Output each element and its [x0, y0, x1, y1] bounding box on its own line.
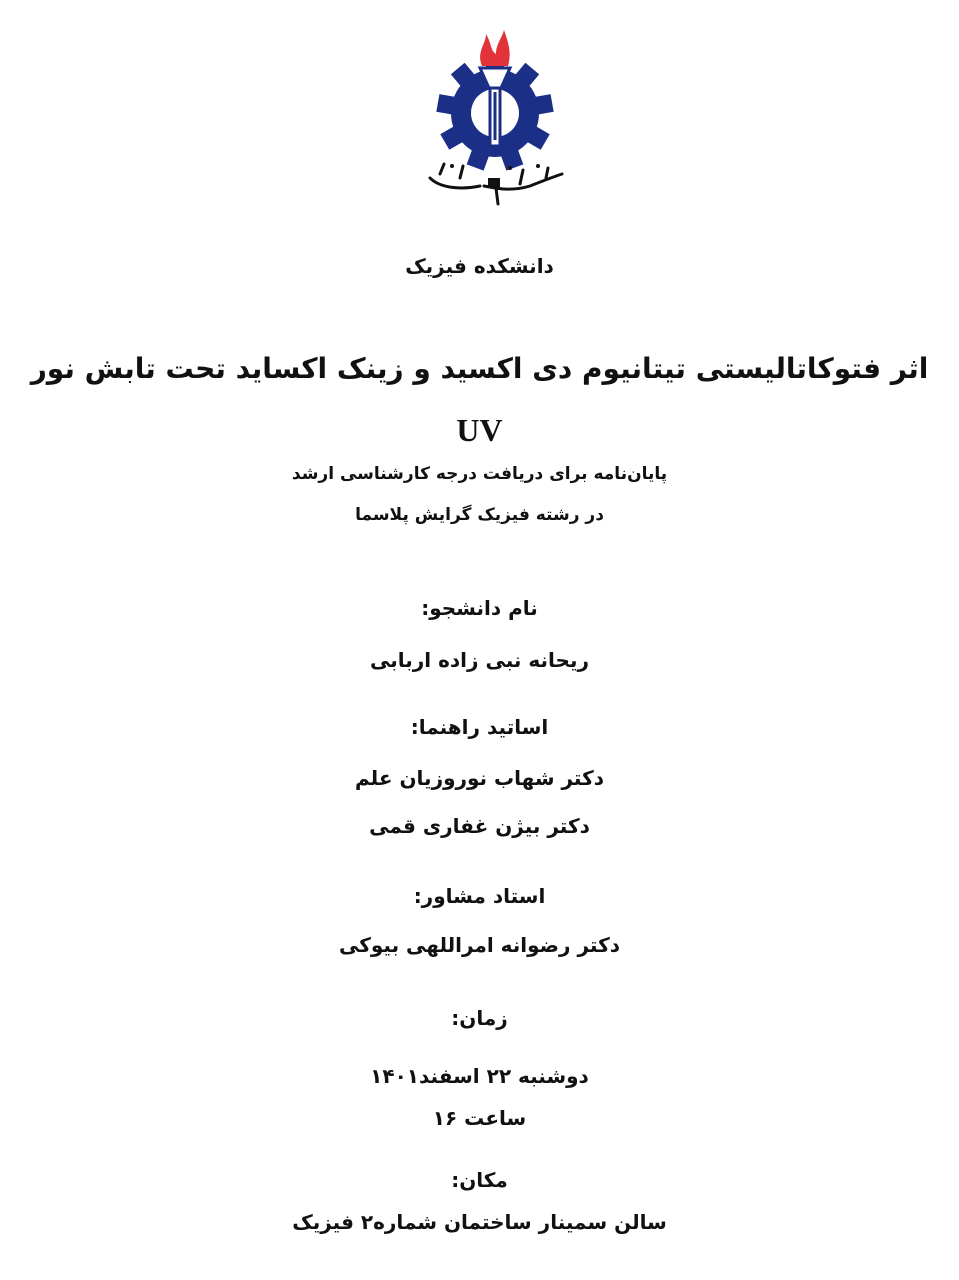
- thesis-title: اثر فتوکاتالیستی تیتانیوم دی اکسید و زینک اکساید تحت تابش نور: [30, 352, 929, 385]
- advisor-name: دکتر شهاب نوروزیان علم: [355, 766, 604, 790]
- defense-place: سالن سمینار ساختمان شماره۲ فیزیک: [292, 1210, 667, 1234]
- consultant-name: دکتر رضوانه امراللهی بیوکی: [339, 933, 620, 957]
- place-label: مکان:: [451, 1168, 508, 1192]
- defense-hour: ساعت ۱۶: [432, 1106, 527, 1130]
- degree-description: پایان‌نامه برای دریافت درجه کارشناسی ارشد: [291, 464, 668, 484]
- faculty-name: دانشکده فیزیک: [405, 254, 554, 278]
- student-name: ریحانه نبی زاده اربابی: [370, 648, 589, 672]
- university-logo: [400, 28, 590, 218]
- advisors-label: اساتید راهنما:: [410, 715, 549, 739]
- advisor-name: دکتر بیژن غفاری قمی: [369, 814, 590, 838]
- field-description: در رشته فیزیک گرایش پلاسما: [355, 505, 604, 525]
- student-label: نام دانشجو:: [421, 596, 538, 620]
- defense-date: دوشنبه ۲۲ اسفند۱۴۰۱: [370, 1064, 589, 1088]
- flame-icon: [480, 30, 510, 66]
- thesis-title-continued: UV: [456, 412, 503, 448]
- university-wordmark: [430, 164, 562, 204]
- consultant-label: استاد مشاور:: [413, 884, 546, 908]
- time-label: زمان:: [451, 1006, 508, 1030]
